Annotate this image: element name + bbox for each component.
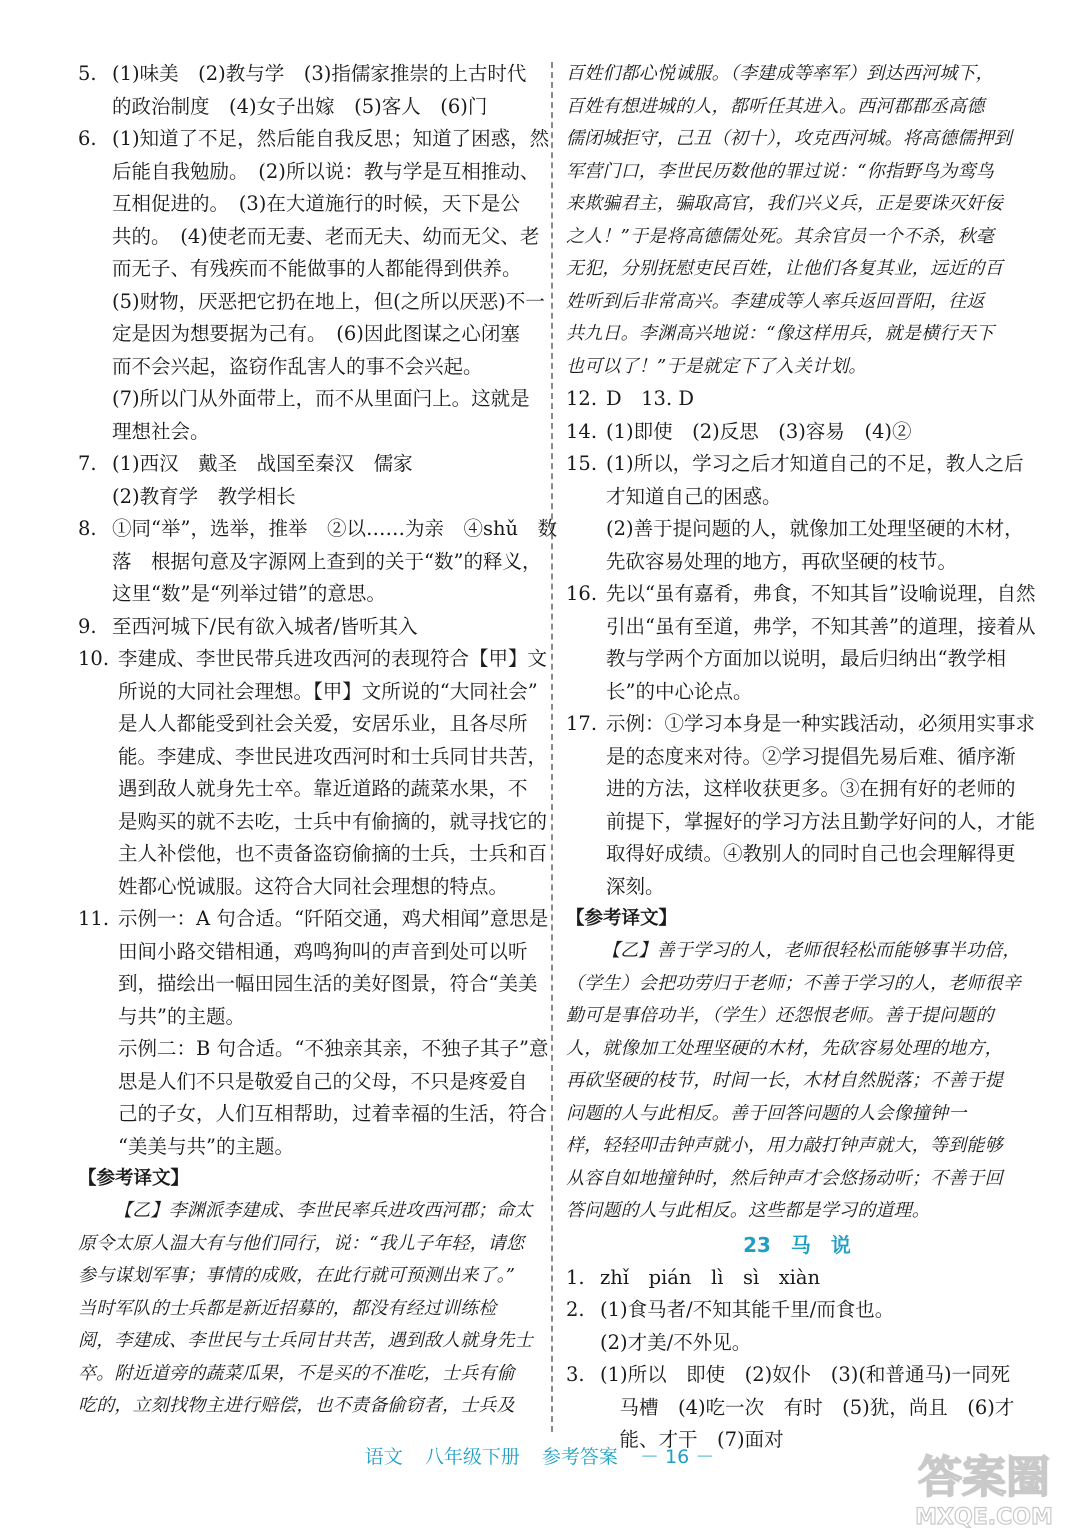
answer-item (78, 611, 540, 644)
left-translation-heading: 【参考译文】 (78, 1168, 190, 1189)
answer-line: 引出“虽有至道，弗学，不知其善”的道理，接着从 (606, 614, 1036, 638)
answer-line: 长”的中心论点。 (606, 679, 753, 703)
translation-line: 卒。附近道旁的蔬菜瓜果，不是买的不准吃，士兵有偷 (78, 1362, 515, 1384)
answer-line: 是的态度来对待。②学习提倡先易后难、循序渐 (606, 744, 1016, 768)
footer-page-number: － 16 － (639, 1446, 715, 1468)
answer-text (606, 383, 1028, 416)
answer-line: 教与学两个方面加以说明，最后归纳出“教学相 (606, 647, 1006, 670)
answer-line: 先砍容易处理的地方，再砍坚硬的枝节。 (606, 549, 958, 573)
answer-line: 至西河城下/民有欲入城者/皆听其入 (112, 614, 418, 638)
answer-line: 而无子、有残疾而不能做事的人都能得到供养。 (112, 257, 522, 280)
answer-number: 9. (78, 614, 97, 638)
answer-line: (2)善于提问题的人，就像加工处理坚硬的木材， (606, 517, 1024, 540)
answer-line: 进的方法，这样收获更多。③在拥有好的老师的 (606, 777, 1016, 800)
answer-line: (2)教育学 教学相长 (112, 484, 296, 508)
answer-number: 16. (566, 582, 598, 605)
column-divider (551, 62, 553, 1432)
answer-text (600, 1294, 1028, 1359)
answer-item (566, 416, 1028, 449)
translation-line: 从容自如地撞钟时，然后钟声才会悠扬动听；不善于回 (566, 1167, 1003, 1189)
right-column (566, 58, 1036, 1457)
translation-line: 军营门口，李世民历数他的罪过说：“你指野鸟为鸾鸟 (566, 160, 994, 182)
translation-line: 原令太原人温大有与他们同行，说：“我儿子年轻，请您 (78, 1232, 525, 1254)
translation-line: 样，轻轻叩击钟声就小，用力敲打钟声就大，等到能够 (566, 1135, 1003, 1156)
right-translation-heading: 【参考译文】 (566, 908, 678, 929)
translation-line: 人，就像加工处理坚硬的木材，先砍容易处理的地方， (566, 1037, 1003, 1059)
answer-line: (1)所以 即使 (2)奴仆 (3)(和普通马)一同死 (600, 1363, 1011, 1386)
answer-item (566, 1294, 1028, 1359)
left-answer-list (78, 58, 558, 1163)
answer-number: 12. (566, 387, 598, 410)
answer-line: 理想社会。 (112, 419, 210, 443)
answer-text (112, 513, 557, 611)
answer-line: 互相促进的。 (3)在大道施行的时候，天下是公 (112, 192, 520, 215)
translation-line: 答问题的人与此相反。这些都是学习的道理。 (566, 1200, 930, 1221)
translation-line: 也可以了！”于是就定下了入关计划。 (566, 355, 867, 377)
answer-text (112, 448, 540, 513)
answer-item (566, 578, 1036, 708)
answer-number: 5. (78, 62, 97, 85)
answer-line: 共的。 (4)使老而无妻、老而无夫、幼而无父、老 (112, 224, 540, 248)
answer-line: (1)西汉 戴圣 战国至秦汉 儒家 (112, 452, 413, 475)
answer-line: 才知道自己的困惑。 (606, 484, 782, 508)
answer-text (118, 643, 547, 903)
answer-line: D 13. D (606, 387, 694, 410)
answer-line: zhǐ pián lì sì xiàn (600, 1265, 821, 1289)
answer-line: 示例：①学习本身是一种实践活动，必须用实事求 (606, 712, 1036, 735)
answer-number: 6. (78, 127, 97, 150)
left-translation (78, 1195, 540, 1423)
answer-number: 17. (566, 712, 598, 735)
answer-text (606, 708, 1035, 903)
answer-line: (1)味美 (2)教与学 (3)指儒家推崇的上古时代 (112, 62, 527, 85)
answer-line: 这里“数”是“列举过错”的意思。 (112, 582, 386, 605)
answer-text (606, 448, 1028, 578)
watermark-text: 答案圈 (918, 1452, 1050, 1503)
answer-line: 所说的大同社会理想。【甲】文所说的“大同社会” (118, 679, 538, 703)
answer-item (78, 123, 550, 448)
translation-line: 之人！”于是将高德儒处死。其余官员一个不杀，秋毫 (566, 225, 994, 247)
answer-text (112, 123, 549, 448)
answer-line: (7)所以门从外面带上，而不从里面闩上。这就是 (112, 387, 530, 410)
answer-number: 1. (566, 1265, 585, 1289)
answer-line: 先以“虽有嘉肴，弗食，不知其旨”设喻说理，自然 (606, 582, 1036, 605)
answer-line: “美美与共”的主题。 (118, 1134, 294, 1158)
answer-line: 己的子女，人们互相帮助，过着幸福的生活，符合 (118, 1102, 548, 1125)
watermark-logo (895, 1444, 1073, 1530)
translation-line: 无犯，分别抚慰吏民百姓，让他们各复其业，远近的百 (566, 258, 1003, 279)
answer-line: 示例一：A 句合适。“阡陌交通，鸡犬相闻”意思是 (118, 907, 549, 930)
answer-text (118, 903, 548, 1163)
answer-item (78, 58, 540, 123)
answer-line: (1)知道了不足，然后能自我反思；知道了困惑，然 (112, 127, 550, 150)
answer-line: ①同“举”，选举，推举 ②以……为亲 ④shǔ 数 (112, 517, 558, 540)
answer-line: 与共”的主题。 (118, 1004, 245, 1028)
answer-number: 3. (566, 1363, 585, 1386)
answer-line: (1)所以，学习之后才知道自己的不足，教人之后 (606, 452, 1024, 475)
answer-line: 马槽 (4)吃一次 有时 (5)犹，尚且 (6)才 (600, 1395, 1015, 1419)
answer-number: 14. (566, 419, 598, 443)
answer-text (606, 416, 1028, 449)
answer-line: 思是人们不只是敬爱自己的父母，不只是疼爱自 (118, 1069, 528, 1093)
translation-line: 阅，李建成、李世民与士兵同甘共苦，遇到敌人就身先士 (78, 1330, 533, 1351)
answer-item (566, 448, 1028, 578)
section-answer-list (566, 1262, 1028, 1457)
answer-text (600, 1262, 1028, 1295)
translation-line: 来欺骗君主，骗取高官，我们兴义兵，正是要诛灭奸佞 (566, 193, 1003, 214)
footer-grade: 八年级下册 (424, 1446, 520, 1468)
answer-line: (5)财物，厌恶把它扔在地上，但(之所以厌恶)不一 (112, 289, 545, 313)
answer-line: 的政治制度 (4)女子出嫁 (5)客人 (6)门 (112, 94, 488, 118)
answer-number: 7. (78, 452, 97, 475)
translation-line: 百姓们都心悦诚服。（李建成等率军）到达西河城下， (566, 63, 994, 84)
answer-line: 遇到敌人就身先士卒。靠近道路的蔬菜水果，不 (118, 777, 528, 800)
answer-item (78, 903, 549, 1163)
translation-line: 儒闭城拒守，己丑（初十），攻克西河城。将高德儒押到 (566, 128, 1012, 149)
translation-line: 吃的，立刻找物主进行赔偿，也不责备偷窃者，士兵及 (78, 1395, 515, 1416)
translation-line: （学生）会把功劳归于老师；不善于学习的人，老师很辛 (566, 972, 1021, 994)
answer-line: 落 根据句意及字源网上查到的关于“数”的释义， (112, 549, 542, 573)
answer-line: 取得好成绩。④教别人的同时自己也会理解得更 (606, 842, 1016, 865)
watermark-site: MXQE.COM (915, 1505, 1053, 1530)
answer-line: 主人补偿他，也不责备盗窃偷摘的士兵，士兵和百 (118, 842, 548, 865)
answer-item (78, 513, 558, 611)
section-title: 23 马 说 (743, 1232, 851, 1257)
answer-line: (1)即使 (2)反思 (3)容易 (4)② (606, 419, 912, 443)
answer-line: 是购买的就不去吃，士兵中有偷摘的，就寻找它的 (118, 809, 548, 833)
answer-line: 到，描绘出一幅田园生活的美好图景，符合“美美 (118, 972, 538, 995)
translation-line: 勤可是事倍功半，（学生）还怨恨老师。善于提问题的 (566, 1005, 994, 1026)
answer-line: 深刻。 (606, 874, 665, 898)
answer-line: 而不会兴起，盗窃作乱害人的事不会兴起。 (112, 354, 483, 378)
answer-item (566, 708, 1036, 903)
right-translation (566, 935, 1028, 1228)
translation-line: 参与谋划军事；事情的成败，在此行就可预测出来了。” (78, 1265, 516, 1286)
answer-number: 10. (78, 647, 110, 670)
answer-line: 能、才干 (7)面对 (600, 1428, 784, 1451)
answer-line: (2)才美/不外见。 (600, 1330, 752, 1354)
left-column (78, 58, 558, 1423)
answer-number: 8. (78, 517, 97, 540)
answer-item (566, 383, 1028, 416)
right-answer-list (566, 383, 1036, 903)
footer-label: 参考答案 (541, 1446, 618, 1468)
answer-text (112, 611, 540, 644)
translation-line: 共九日。李渊高兴地说：“像这样用兵，就是横行天下 (566, 323, 994, 344)
translation-line: 百姓有想进城的人，都听任其进入。西河郡郡丞高德 (566, 95, 985, 117)
answer-line: 能。李建成、李世民进攻西河时和士兵同甘共苦， (118, 744, 548, 768)
answer-item (78, 448, 540, 513)
answer-item (566, 1262, 1028, 1295)
answer-line: (1)食马者/不知其能千里/而食也。 (600, 1298, 895, 1321)
translation-line: 姓听到后非常高兴。李建成等人率兵返回晋阳，往返 (566, 290, 985, 312)
answer-number: 11. (78, 907, 110, 930)
answer-text (606, 578, 1035, 708)
answer-line: 示例二：B 句合适。“不独亲其亲，不独子其子”意 (118, 1037, 549, 1060)
translation-line: 再砍坚硬的枝节，时间一长，木材自然脱落；不善于提 (566, 1070, 1003, 1091)
translation-line: 问题的人与此相反。善于回答问题的人会像撞钟一 (566, 1102, 967, 1124)
answer-item (78, 643, 548, 903)
answer-line: 姓都心悦诚服。这符合大同社会理想的特点。 (118, 874, 509, 898)
answer-line: 后能自我勉励。 (2)所以说：教与学是互相推动、 (112, 159, 540, 183)
answer-number: 15. (566, 452, 598, 475)
answer-text (112, 58, 540, 123)
translation-line: 【乙】李渊派李建成、李世民率兵进攻西河郡；命太 (114, 1200, 533, 1221)
answer-line: 前提下，掌握好的学习方法且勤学好问的人，才能 (606, 809, 1036, 833)
translation-line: 当时军队的士兵都是新近招募的，都没有经过训练检 (78, 1297, 497, 1319)
answer-line: 定是因为想要据为己有。 (6)因此图谋之心闭塞 (112, 322, 520, 345)
right-translation-continued (566, 58, 1028, 383)
translation-line: 【乙】善于学习的人，老师很轻松而能够事半功倍， (602, 940, 1021, 961)
answer-line: 是人人都能受到社会关爱，安居乐业，且各尽所 (118, 712, 528, 735)
answer-number: 2. (566, 1298, 585, 1321)
footer-subject: 语文 (364, 1446, 403, 1468)
answer-line: 田间小路交错相通，鸡鸣狗叫的声音到处可以听 (118, 939, 528, 963)
answer-line: 李建成、李世民带兵进攻西河的表现符合【甲】文 (118, 647, 548, 670)
